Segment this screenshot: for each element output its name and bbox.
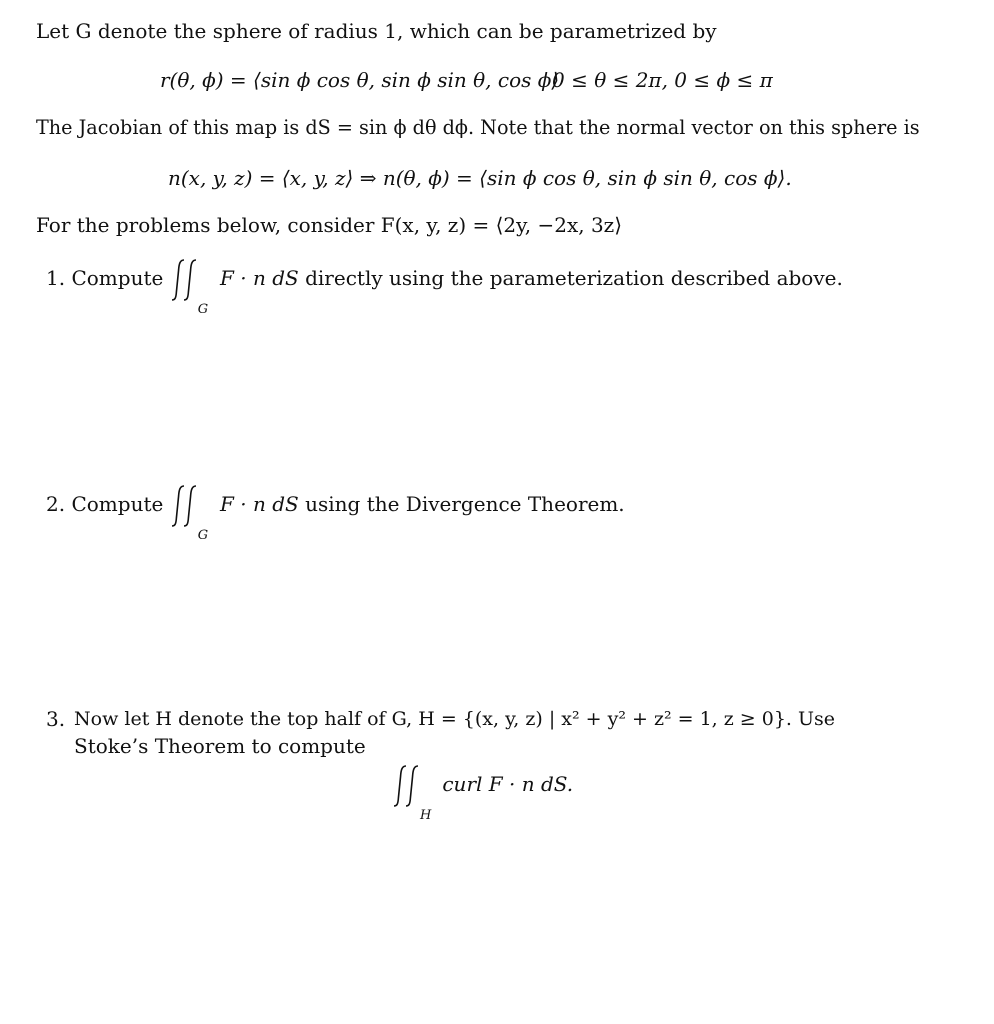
double-integral-symbol bbox=[392, 762, 436, 823]
problem-3-line-1: Now let H denote the top half of G, H = {(x, y, z) | x² + y² + z² = 1, z ≥ 0}. Use bbox=[74, 708, 836, 730]
problem-2-number: 2. bbox=[46, 492, 66, 516]
jacobian-sentence: The Jacobian of this map is dS = sin ϕ dθ dϕ. Note that the normal vector on this sphere is bbox=[36, 116, 920, 139]
problem-3-integrand: curl F · n dS. bbox=[442, 772, 574, 796]
problem-2-prefix: Compute bbox=[71, 492, 164, 516]
parameter-range: 0 ≤ θ ≤ 2π, 0 ≤ ϕ ≤ π bbox=[552, 68, 773, 92]
problem-1-prefix: Compute bbox=[71, 266, 164, 290]
problem-3-line-2: Stoke’s Theorem to compute bbox=[74, 734, 366, 758]
intro-sentence: Let G denote the sphere of radius 1, which can be parametrized by bbox=[36, 19, 717, 43]
integral-subscript: H bbox=[420, 807, 432, 823]
double-integral-symbol bbox=[170, 256, 214, 317]
integral-subscript: G bbox=[197, 527, 209, 543]
parametrization-equation: r(θ, ϕ) = ⟨sin ϕ cos θ, sin ϕ sin θ, cos ϕ⟩ bbox=[160, 68, 560, 92]
problem-1-integrand: F · n dS bbox=[220, 266, 299, 290]
problem-1-suffix: directly using the parameterization described above. bbox=[305, 266, 843, 290]
integral-subscript: G bbox=[197, 301, 209, 317]
problem-3-integral bbox=[392, 760, 574, 823]
normal-vector-equation: n(x, y, z) = ⟨x, y, z⟩ ⇒ n(θ, ϕ) = ⟨sin ϕ cos θ, sin ϕ sin θ, cos ϕ⟩. bbox=[168, 166, 792, 190]
problem-2-suffix: using the Divergence Theorem. bbox=[305, 492, 625, 516]
problem-1-number: 1. bbox=[46, 266, 66, 290]
problem-1 bbox=[46, 254, 843, 317]
double-integral-symbol bbox=[170, 482, 214, 543]
problem-3-number: 3. bbox=[46, 707, 66, 731]
vector-field-sentence: For the problems below, consider F(x, y, z) = ⟨2y, −2x, 3z⟩ bbox=[36, 213, 623, 237]
problem-2-integrand: F · n dS bbox=[220, 492, 299, 516]
problem-2 bbox=[46, 480, 625, 543]
